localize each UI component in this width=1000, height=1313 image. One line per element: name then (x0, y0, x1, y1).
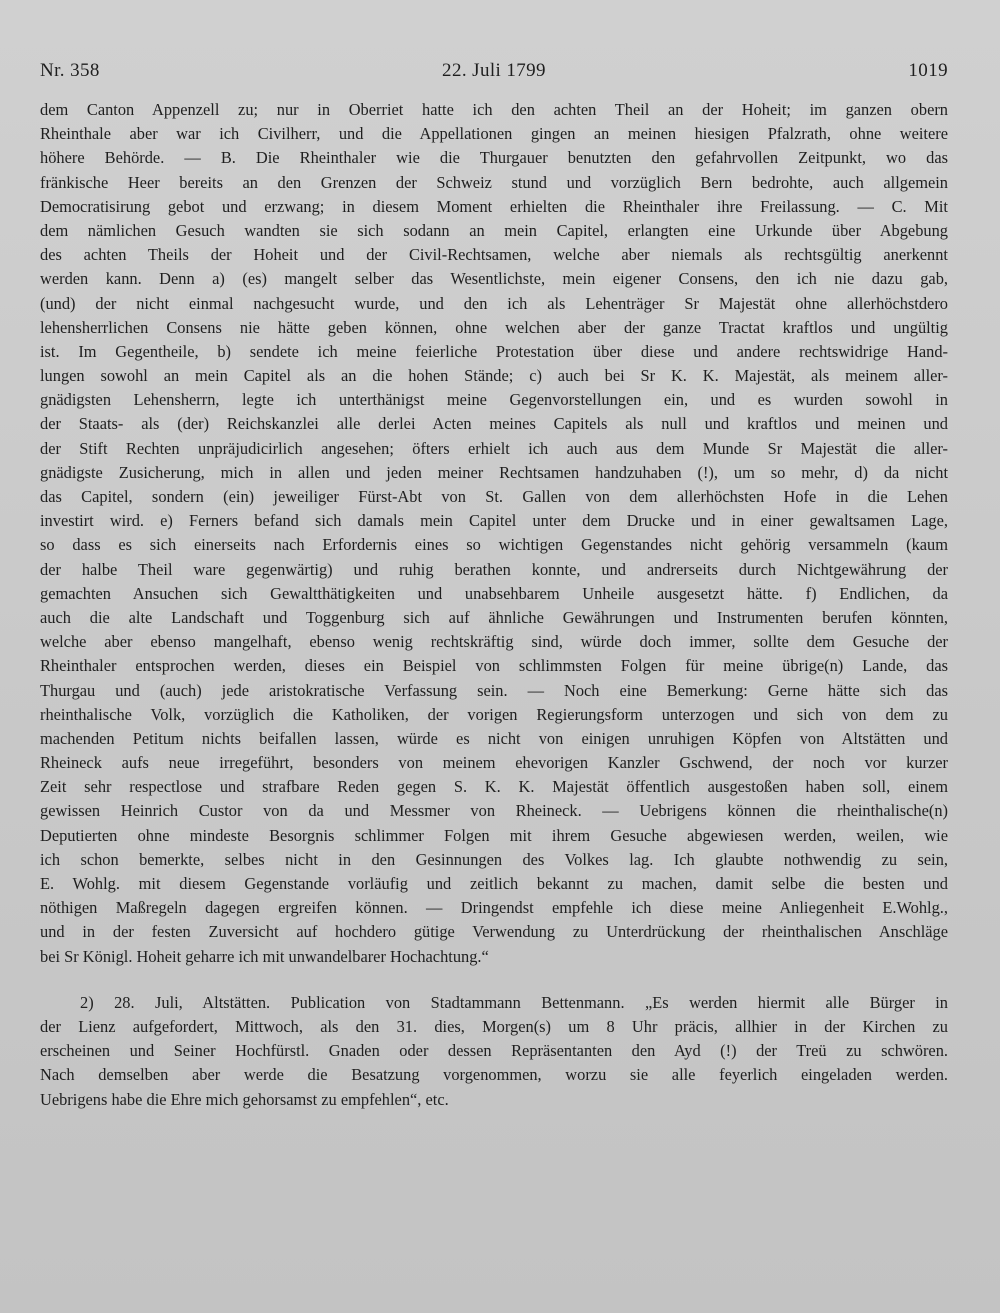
paragraph-letter-continuation (40, 98, 948, 969)
text-line: gnädigsten Lehensherrn, legte ich unterthänigst meine Gegenvorstellungen ein, und es wurden sowohl in (40, 390, 948, 410)
text-line: Rheinthale aber war ich Civilherr, und die Appellationen gingen an meinen hiesigen Pfalzrath, ohne weitere (40, 124, 948, 144)
text-line: ist. Im Gegentheile, b) sendete ich meine feierliche Protestation über diese und andere rechtswidrige Hand- (40, 341, 948, 361)
text-line: ich schon bemerkte, selbes nicht in den Gesinnungen des Volkes lag. Ich glaubte nothwendig zu sein, (40, 849, 948, 869)
text-line: werden kann. Denn a) (es) mangelt selber das Wesentlichste, mein eigener Consens, den ich nie dazu gab, (40, 269, 948, 289)
text-line: Zeit sehr respectlose und strafbare Reden gegen S. K. K. Majestät öffentlich ausgestoßen haben soll, einem (40, 777, 948, 797)
text-line: lehensherrlichen Consens nie hätte geben können, ohne welchen aber der ganze Tractat kraftlos und ungültig (40, 317, 948, 337)
text-line: rheinthalische Volk, vorzüglich die Katholiken, der vorigen Regierungsform unterzogen und sich von dem zu (40, 704, 948, 724)
text-line: 2) 28. Juli, Altstätten. Publication von Stadtammann Bettenmann. „Es werden hiermit alle Bürger in (80, 992, 948, 1012)
text-line: der Staats- als (der) Reichskanzlei alle derlei Acten meines Capitels als null und kraftlos und meinen und (40, 414, 948, 434)
text-line: machenden Petitum nichts beifallen lassen, würde es nicht von einigen unruhigen Köpfen von Altstätten und (40, 728, 948, 748)
text-line: dem nämlichen Gesuch wandten sie sich sodann an mein Capitel, erlangten eine Urkunde über Abgebung (40, 220, 948, 240)
text-line: investirt wird. e) Ferners befand sich damals mein Capitel unter dem Drucke und in einer gewaltsamen Lage, (40, 511, 948, 531)
text-line: der Lienz aufgefordert, Mittwoch, als den 31. dies, Morgen(s) um 8 Uhr präcis, allhier in der Kirchen zu (40, 1016, 948, 1036)
text-line: der halbe Theil ware gegenwärtig) und ruhig berathen konnte, und andrerseits durch Nichtgewährung der (40, 559, 948, 579)
text-line: Thurgau und (auch) jede aristokratische Verfassung sein. — Noch eine Bemerkung: Gerne hätte sich das (40, 680, 948, 700)
text-line: nöthigen Maßregeln dagegen ergreifen können. — Dringendst empfehle ich diese meine Anliegenheit E.Wohlg., (40, 898, 948, 918)
text-line: und in der festen Zuversicht auf hochdero gütige Verwendung zu Unterdrückung der rheinthalischen Anschläge (40, 922, 948, 942)
text-line: gewissen Heinrich Custor von da und Messmer von Rheineck. — Uebrigens können die rheinthalische(n) (40, 801, 948, 821)
page-number: 1019 (908, 60, 948, 81)
text-line: Nach demselben aber werde die Besatzung vorgenommen, worzu sie alle feyerlich eingeladen werden. (40, 1065, 948, 1085)
text-line: Uebrigens habe die Ehre mich gehorsamst zu empfehlen“, etc. (40, 1089, 449, 1109)
text-line: erscheinen und Seiner Hochfürstl. Gnaden oder dessen Repräsentanten den Ayd (!) der Treü zu schwören. (40, 1041, 948, 1061)
document-number: Nr. 358 (40, 60, 100, 81)
text-line: lungen sowohl an mein Capitel als an die hohen Stände; c) auch bei Sr K. K. Majestät, als meinem aller- (40, 366, 948, 386)
text-line: der Stift Rechten unpräjudicirlich angesehen; öfters erhielt ich auch aus dem Munde Sr Majestät die aller- (40, 438, 948, 458)
text-line: das Capitel, sondern (ein) jeweiliger Fürst-Abt von St. Gallen von dem allerhöchsten Hofe in die Lehen (40, 487, 948, 506)
text-line: dem Canton Appenzell zu; nur in Oberriet hatte ich den achten Theil an der Hoheit; im ganzen obern (40, 100, 948, 119)
text-line: auch die alte Landschaft und Toggenburg sich auf ähnliche Gewährungen und Instrumenten berufen könnten, (40, 607, 948, 627)
text-line: so dass es sich einerseits nach Erfordernis eines so wichtigen Gegenstandes nicht gehörig versammeln (kaum (40, 535, 948, 555)
text-line: höhere Behörde. — B. Die Rheinthaler wie die Thurgauer benutzten den gefahrvollen Zeitpunkt, wo das (40, 148, 948, 168)
text-line: Deputierten ohne mindeste Besorgnis schlimmer Folgen mit ihrem Gesuche abgewiesen werden, weilen, wie (40, 825, 948, 845)
text-line: Rheineck aufs neue irregeführt, besonders von meinem ehevorigen Kanzler Gschwend, der noch vor kurzer (40, 753, 948, 773)
text-line: gemachten Ansuchen sich Gewaltthätigkeiten und unabsehbarem Unheile ausgesetzt hätte. f) Endlichen, da (40, 583, 948, 603)
text-line: fränkische Heer bereits an den Grenzen der Schweiz stund und vorzüglich Bern bedrohte, auch allgemein (40, 172, 948, 192)
text-line: bei Sr Königl. Hoheit geharre ich mit unwandelbarer Hochachtung.“ (40, 946, 489, 966)
document-date: 22. Juli 1799 (442, 60, 546, 81)
paragraph-publication (40, 991, 948, 1112)
body-text (40, 98, 948, 1112)
text-line: welche aber ebenso mangelhaft, ebenso wenig rechtskräftig sind, würde doch immer, sollte dem Gesuche der (40, 632, 948, 652)
text-line: des achten Theils der Hoheit und der Civil-Rechtsamen, welche aber niemals als rechtsgültig anerkennt (40, 245, 948, 265)
text-line: Rheinthaler entsprochen werden, dieses ein Beispiel von schlimmsten Folgen für meine übrige(n) Lande, das (40, 656, 948, 676)
text-line: Democratisirung gebot und erzwang; in diesem Moment erhielten die Rheinthaler ihre Freilassung. — C. Mit (40, 196, 948, 216)
text-line: (und) der nicht einmal nachgesucht wurde, und den ich als Lehenträger Sr Majestät ohne allerhöchstdero (40, 293, 948, 313)
text-line: E. Wohlg. mit diesem Gegenstande vorläufig und zeitlich bekannt zu machen, damit selbe die besten und (40, 874, 948, 893)
text-line: gnädigste Zusicherung, mich in allen und jeden meiner Rechtsamen handzuhaben (!), um so mehr, d) da nicht (40, 462, 948, 482)
